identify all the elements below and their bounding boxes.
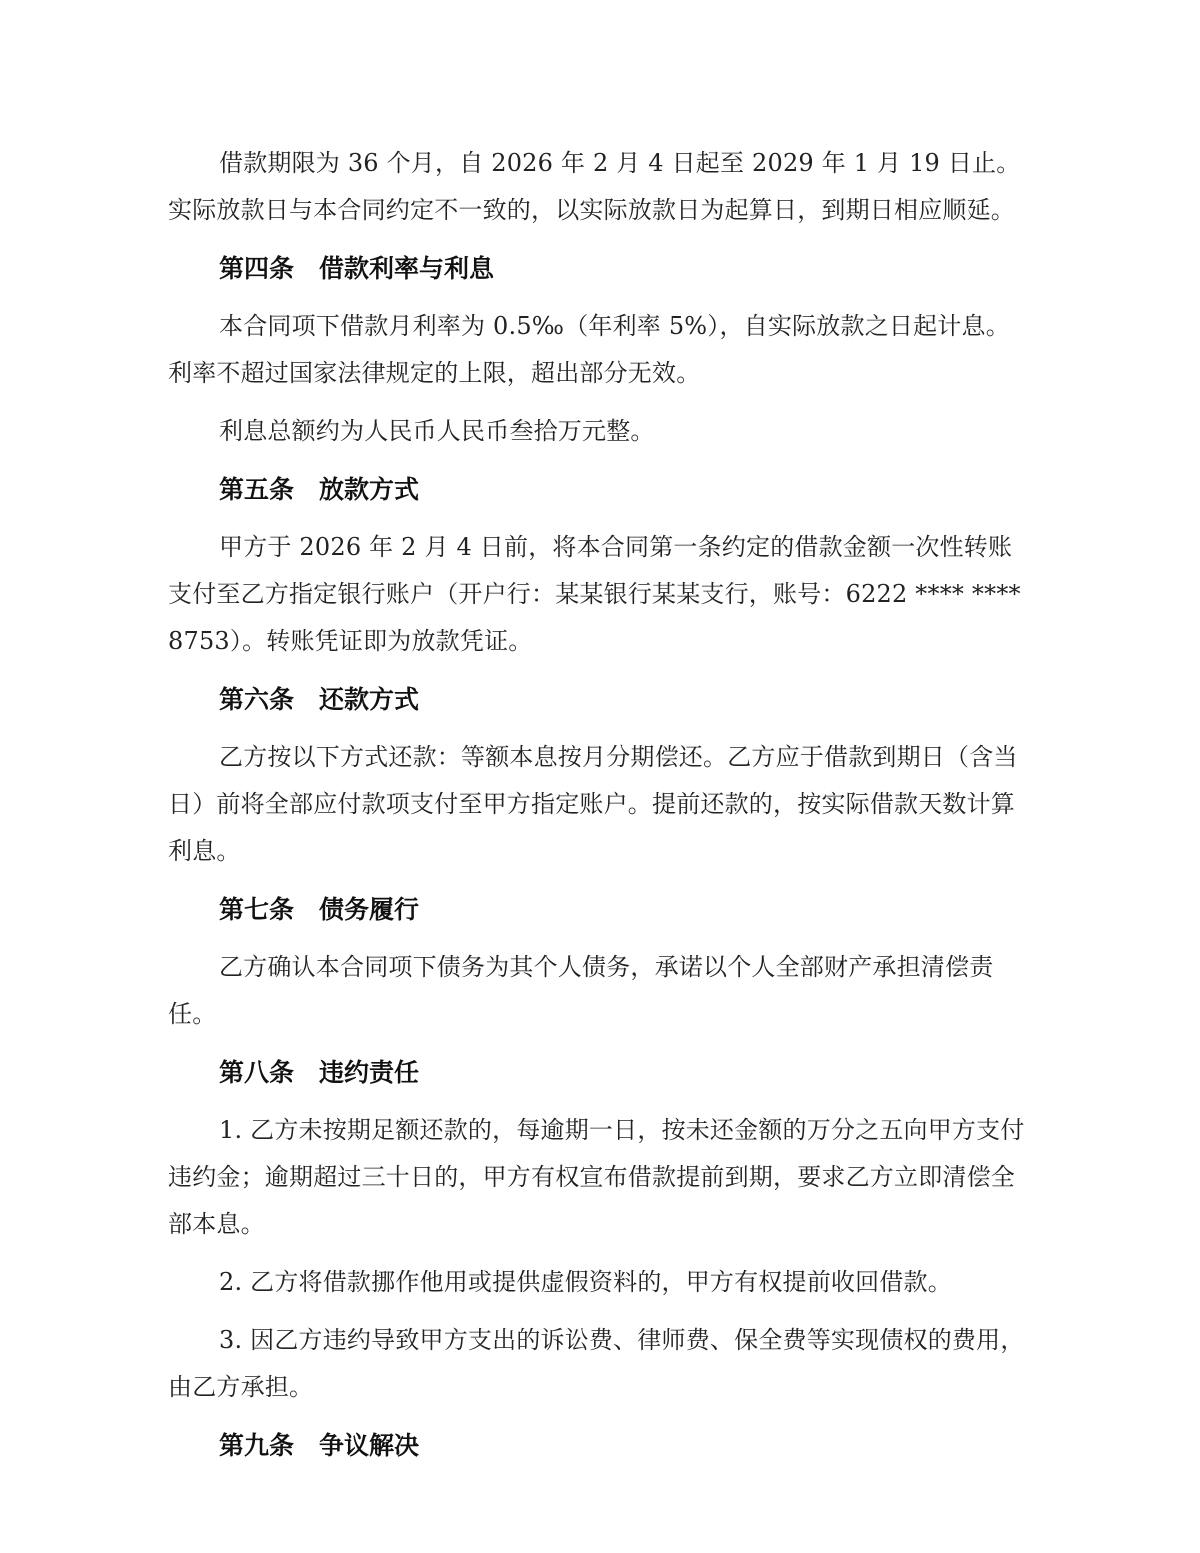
article-7-heading: 第七条 债务履行 [219, 895, 420, 924]
loan-term-paragraph: 借款期限为 36 个月，自 2026 年 2 月 4 日起至 2029 年 1 月 19 日止。实际放款日与本合同约定不一致的，以实际放款日为起算日，到期日相应顺延。 [168, 149, 1021, 224]
disbursement-paragraph: 甲方于 2026 年 2 月 4 日前，将本合同第一条约定的借款金额一次性转账支付至乙方指定银行账户（开户行：某某银行某某支行，账号：6222 **** **** 8753）。转账凭证即为放款凭证。 [168, 533, 1021, 655]
breach-clause-2: 2. 乙方将借款挪作他用或提供虚假资料的，甲方有权提前收回借款。 [219, 1268, 952, 1296]
breach-clause-1: 1. 乙方未按期足额还款的，每逾期一日，按未还金额的万分之五向甲方支付违约金；逾期超过三十日的，甲方有权宣布借款提前到期，要求乙方立即清偿全部本息。 [168, 1116, 1025, 1238]
contract-body [168, 140, 1030, 1480]
article-6-heading: 第六条 还款方式 [219, 685, 420, 714]
repayment-paragraph: 乙方按以下方式还款：等额本息按月分期偿还。乙方应于借款到期日（含当日）前将全部应付款项支付至甲方指定账户。提前还款的，按实际借款天数计算利息。 [168, 743, 1018, 865]
debt-performance-paragraph: 乙方确认本合同项下债务为其个人债务，承诺以个人全部财产承担清偿责任。 [168, 953, 994, 1028]
breach-clause-3: 3. 因乙方违约导致甲方支出的诉讼费、律师费、保全费等实现债权的费用，由乙方承担。 [168, 1326, 1025, 1401]
article-8-heading: 第八条 违约责任 [219, 1058, 420, 1087]
article-9-heading: 第九条 争议解决 [219, 1431, 420, 1460]
interest-total-paragraph: 利息总额约为人民币人民币叁拾万元整。 [219, 417, 655, 445]
article-5-heading: 第五条 放款方式 [219, 475, 420, 504]
article-4-heading: 第四条 借款利率与利息 [219, 254, 495, 283]
interest-rate-paragraph: 本合同项下借款月利率为 0.5‰（年利率 5%），自实际放款之日起计息。利率不超过国家法律规定的上限，超出部分无效。 [168, 312, 1010, 387]
